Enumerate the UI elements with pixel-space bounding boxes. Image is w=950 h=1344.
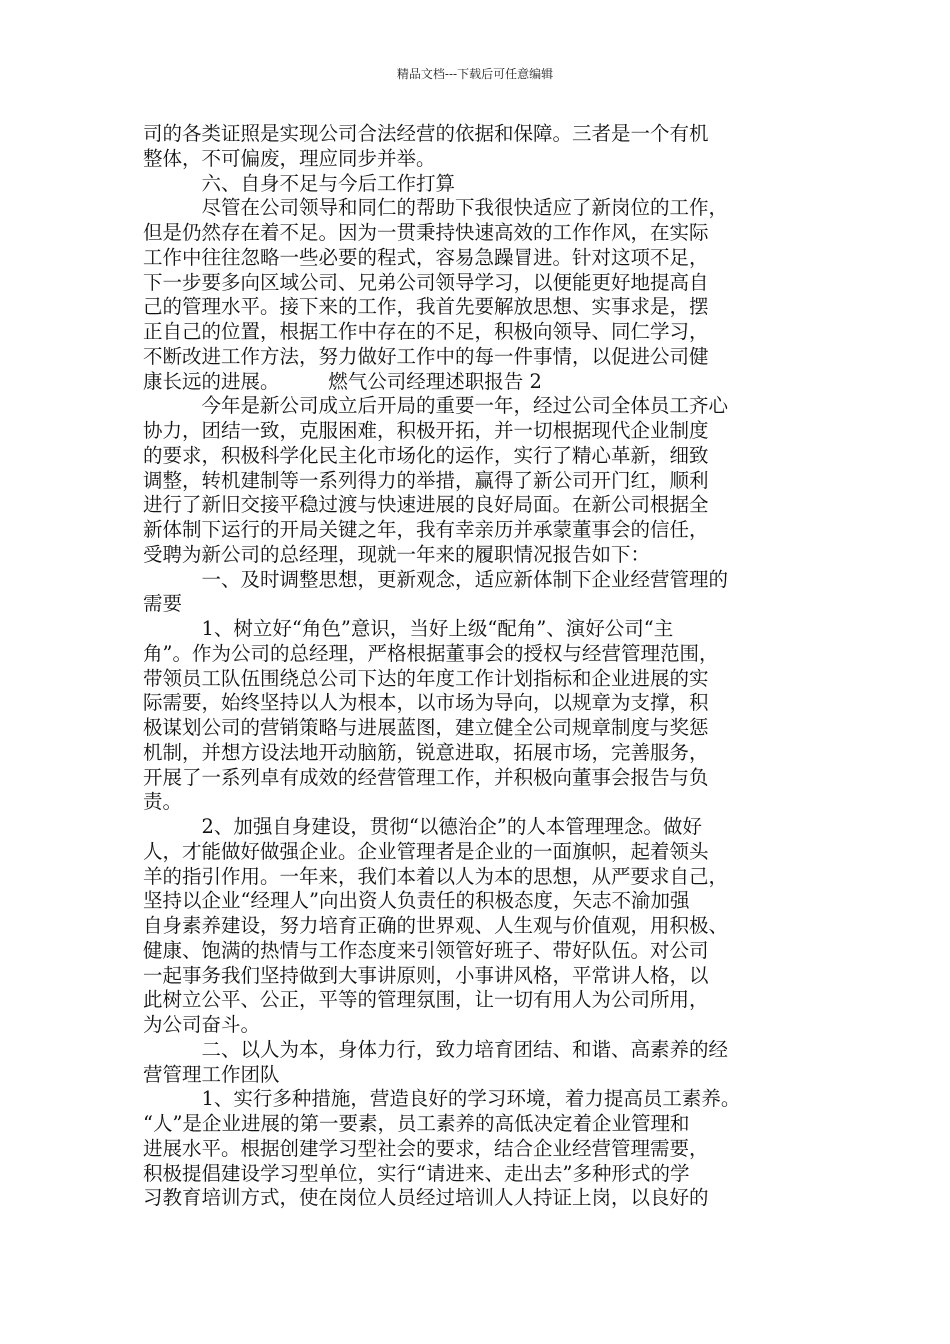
text-line: 己的管理水平。接下来的工作，我首先要解放思想、实事求是，摆	[143, 295, 709, 319]
text-line: 尽管在公司领导和同仁的帮助下我很快适应了新岗位的工作，	[143, 196, 729, 220]
text-line: 六、自身不足与今后工作打算	[143, 171, 456, 195]
text-line: 二、以人为本，身体力行，致力培育团结、和谐、高素养的经	[143, 1037, 729, 1061]
text-line: 1、树立好“角色”意识，当好上级“配角”、演好公司“主	[143, 617, 674, 640]
text-line: 进行了新旧交接平稳过渡与快速进展的良好局面。在新公司根据全	[143, 493, 709, 517]
text-line: 习教育培训方式，使在岗位人员经过培训人人持证上岗，以良好的	[143, 1186, 709, 1210]
text-line: 的要求，积极科学化民主化市场化的运作，实行了精心革新，细致	[143, 443, 709, 467]
text-line: 健康、饱满的热情与工作态度来引领管好班子、带好队伍。对公司	[143, 938, 709, 962]
text-line: 际需要，始终坚持以人为根本，以市场为导向，以规章为支撑，积	[143, 691, 709, 715]
text-line: 一起事务我们坚持做到大事讲原则，小事讲风格，平常讲人格，以	[143, 963, 709, 987]
text-line: 羊的指引作用。一年来，我们本着以人为本的思想，从严要求自己，	[143, 864, 729, 888]
text-line: 开展了一系列卓有成效的经营管理工作，并积极向董事会报告与负	[143, 765, 709, 789]
text-line: 带领员工队伍围绕总公司下达的年度工作计划指标和企业进展的实	[143, 666, 709, 690]
text-line: 积极提倡建设学习型单位，实行“请进来、走出去”多种形式的学	[143, 1161, 690, 1185]
text-line: 新体制下运行的开局关键之年，我有幸亲历并承蒙董事会的信任，	[143, 518, 709, 541]
text-line: 正自己的位置，根据工作中存在的不足，积极向领导、同仁学习，	[143, 320, 709, 343]
text-line: 司的各类证照是实现公司合法经营的依据和保障。三者是一个有机	[143, 122, 709, 145]
text-line: 但是仍然存在着不足。因为一贯秉持快速高效的工作作风，在实际	[143, 221, 709, 244]
text-line: 康长远的进展。 燃气公司经理述职报告 2	[143, 369, 542, 393]
text-line: 工作中往往忽略一些必要的程式，容易急躁冒进。针对这项不足，	[143, 245, 709, 269]
text-line: 进展水平。根据创建学习型社会的要求，结合企业经营管理需要，	[143, 1136, 709, 1160]
text-line: “人”是企业进展的第一要素，员工素养的高低决定着企业管理和	[143, 1112, 690, 1135]
text-line: 责。	[143, 790, 183, 814]
text-line: 需要	[143, 592, 183, 616]
text-line: 不断改进工作方法，努力做好工作中的每一件事情，以促进公司健	[143, 344, 709, 368]
text-line: 此树立公平、公正，平等的管理氛围，让一切有用人为公司所用，	[143, 988, 709, 1012]
text-line: 自身素养建设，努力培育正确的世界观、人生观与价值观，用积极、	[143, 914, 729, 937]
text-line: 一、及时调整思想，更新观念，适应新体制下企业经营管理的	[143, 567, 729, 591]
document-body	[143, 122, 811, 1211]
text-line: 今年是新公司成立后开局的重要一年，经过公司全体员工齐心	[143, 394, 729, 418]
text-line: 协力，团结一致，克服困难，积极开拓，并一切根据现代企业制度	[143, 419, 709, 442]
text-line: 2、加强自身建设，贯彻“以德治企”的人本管理理念。做好	[143, 815, 702, 838]
page-header: 精品文档---下载后可任意编辑	[396, 67, 554, 81]
text-line: 坚持以企业“经理人”向出资人负责任的积极态度，矢志不渝加强	[143, 889, 690, 913]
text-line: 下一步要多向区域公司、兄弟公司领导学习，以便能更好地提高自	[143, 270, 709, 294]
text-line: 调整，转机建制等一系列得力的举措，赢得了新公司开门红，顺利	[143, 468, 709, 492]
text-line: 极谋划公司的营销策略与进展蓝图，建立健全公司规章制度与奖惩	[143, 716, 709, 739]
text-line: 角”。作为公司的总经理，严格根据董事会的授权与经营管理范围，	[143, 641, 719, 665]
text-line: 1、实行多种措施，营造良好的学习环境，着力提高员工素养。	[143, 1087, 741, 1111]
text-line: 整体，不可偏废，理应同步并举。	[143, 146, 436, 170]
text-line: 为公司奋斗。	[143, 1013, 261, 1036]
text-line: 机制，并想方设法地开动脑筋，锐意进取，拓展市场，完善服务，	[143, 740, 709, 764]
text-line: 人，才能做好做强企业。企业管理者是企业的一面旗帜，起着领头	[143, 839, 709, 863]
text-line: 营管理工作团队	[143, 1062, 280, 1086]
text-line: 受聘为新公司的总经理，现就一年来的履职情况报告如下：	[143, 542, 651, 566]
